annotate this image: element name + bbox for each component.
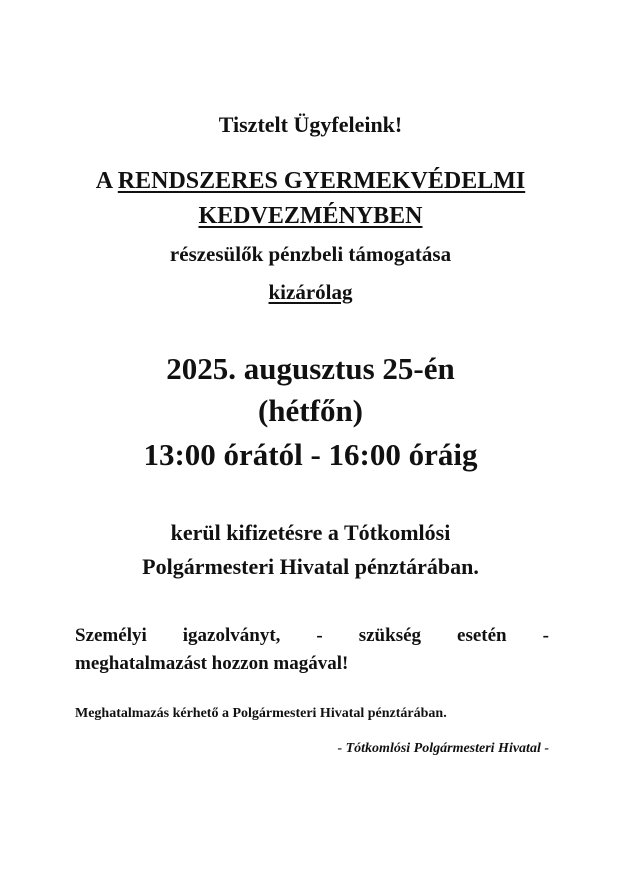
payment-day: (hétfőn) — [257, 393, 364, 428]
headline-underlined-2: KEDVEZMÉNYBEN — [198, 203, 423, 229]
payment-time: 13:00 órától - 16:00 óráig — [143, 437, 478, 472]
payment-location-line-2: Polgármesteri Hivatal pénztárában. — [142, 554, 479, 579]
headline-line-4 — [0, 280, 621, 305]
signature: - Tótkomlósi Polgármesteri Hivatal - — [337, 741, 549, 756]
authorization-note: Meghatalmazás kérhető a Polgármesteri Hivatal pénztárában. — [75, 706, 447, 721]
id-word: Személyi — [75, 625, 147, 646]
id-word: esetén — [457, 625, 507, 646]
id-word: szükség — [358, 625, 422, 646]
id-word: - — [542, 625, 549, 646]
headline-underlined-1: RENDSZERES GYERMEKVÉDELMI — [117, 168, 526, 194]
greeting: Tisztelt Ügyfeleink! — [218, 112, 403, 137]
headline-line-3: részesülők pénzbeli támogatása — [169, 242, 452, 266]
headline-line-1 — [0, 168, 621, 195]
id-word: - — [316, 625, 323, 646]
headline-line-2 — [0, 203, 621, 230]
id-requirement-line-1 — [75, 625, 549, 647]
headline-prefix: A — [95, 168, 112, 194]
payment-location-line-1: kerül kifizetésre a Tótkomlósi — [170, 520, 451, 545]
id-word: igazolványt, — [182, 625, 281, 646]
payment-date: 2025. augusztus 25-én — [166, 351, 455, 386]
id-requirement-line-2: meghatalmazást hozzon magával! — [75, 653, 349, 674]
exclusively-word: kizárólag — [268, 280, 353, 304]
